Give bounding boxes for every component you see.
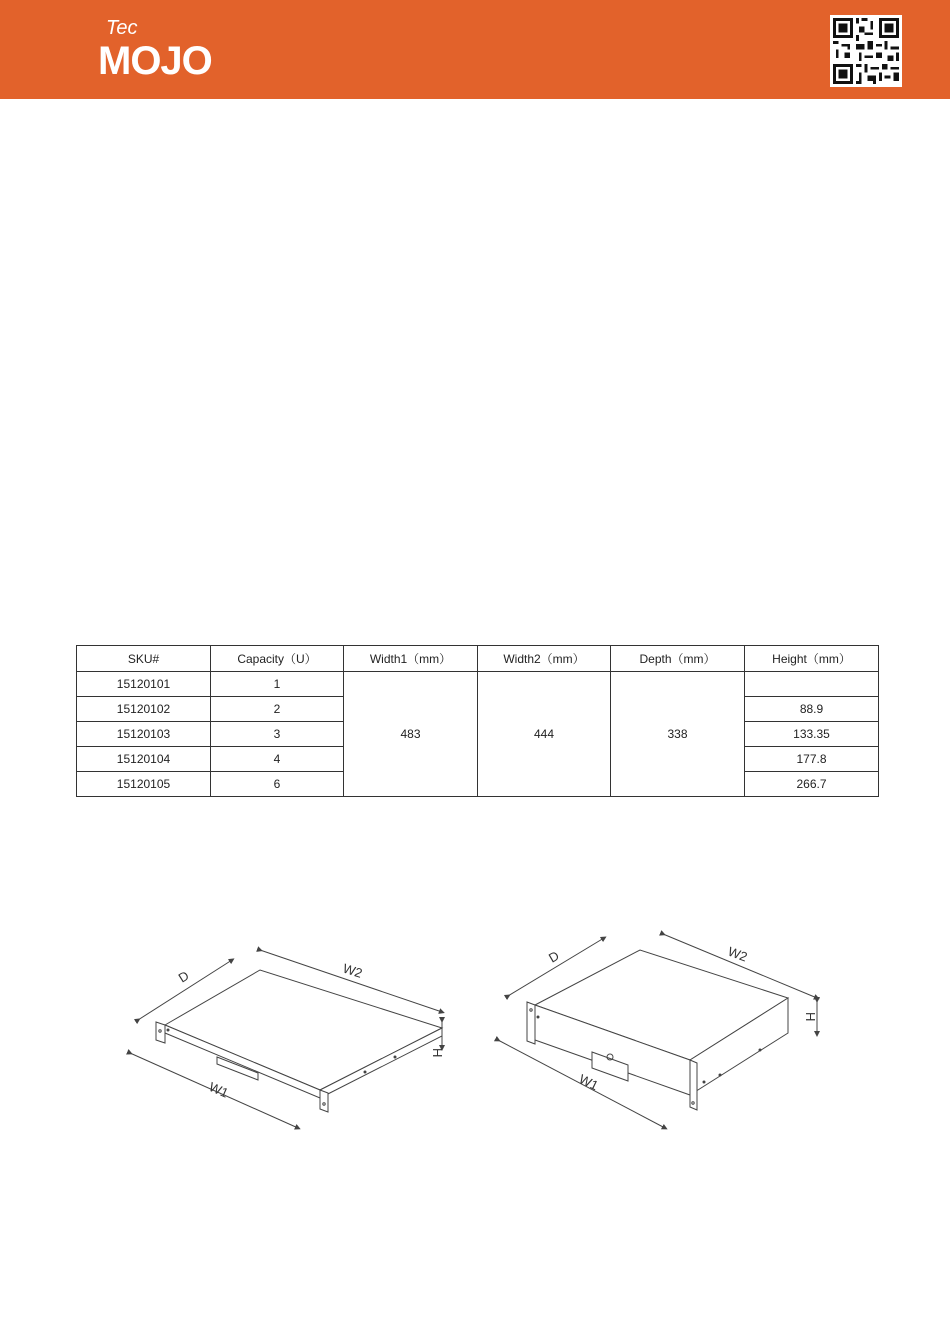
header-bar: [0, 0, 950, 99]
qr-code-icon: [830, 15, 902, 87]
drawing-1u-drawer: [130, 950, 442, 1128]
cell-sku: 15120103: [77, 722, 211, 747]
cell-sku: 15120101: [77, 672, 211, 697]
cell-sku: 15120102: [77, 697, 211, 722]
dim-label-h-2u: H: [803, 1012, 818, 1022]
dim-label-d-2u: D: [546, 947, 562, 966]
header-height: Height（mm）: [745, 646, 879, 672]
header-sku: SKU#: [77, 646, 211, 672]
table-header-row: [77, 646, 879, 672]
cell-capacity: 4: [211, 747, 344, 772]
cell-sku: 15120105: [77, 772, 211, 797]
dim-label-h: H: [430, 1048, 445, 1058]
dim-label-w2: W2: [341, 960, 365, 981]
cell-depth: 338: [611, 672, 745, 797]
table-row: [77, 672, 879, 697]
drawer-dimension-drawings: [120, 920, 840, 1145]
spec-table: [76, 645, 879, 797]
cell-width1: 483: [344, 672, 478, 797]
cell-sku: 15120104: [77, 747, 211, 772]
svg-text:MOJO: MOJO: [98, 39, 212, 82]
svg-text:Tec: Tec: [106, 17, 138, 39]
header-capacity: Capacity（U）: [211, 646, 344, 672]
cell-capacity: 1: [211, 672, 344, 697]
header-width1: Width1（mm）: [344, 646, 478, 672]
dim-label-w1-2u: W1: [576, 1071, 601, 1094]
cell-capacity: 3: [211, 722, 344, 747]
header-depth: Depth（mm）: [611, 646, 745, 672]
drawing-2u-drawer: [498, 934, 817, 1128]
cell-capacity: 2: [211, 697, 344, 722]
dim-label-w1: W1: [206, 1079, 231, 1101]
cell-height: 133.35: [745, 722, 879, 747]
cell-height: [745, 672, 879, 697]
cell-capacity: 6: [211, 772, 344, 797]
header-width2: Width2（mm）: [478, 646, 611, 672]
tecmojo-logo: [96, 12, 246, 82]
cell-height: 266.7: [745, 772, 879, 797]
cell-height: 177.8: [745, 747, 879, 772]
cell-height: 88.9: [745, 697, 879, 722]
dim-label-w2-2u: W2: [725, 943, 750, 965]
dim-label-d: D: [175, 967, 192, 986]
cell-width2: 444: [478, 672, 611, 797]
